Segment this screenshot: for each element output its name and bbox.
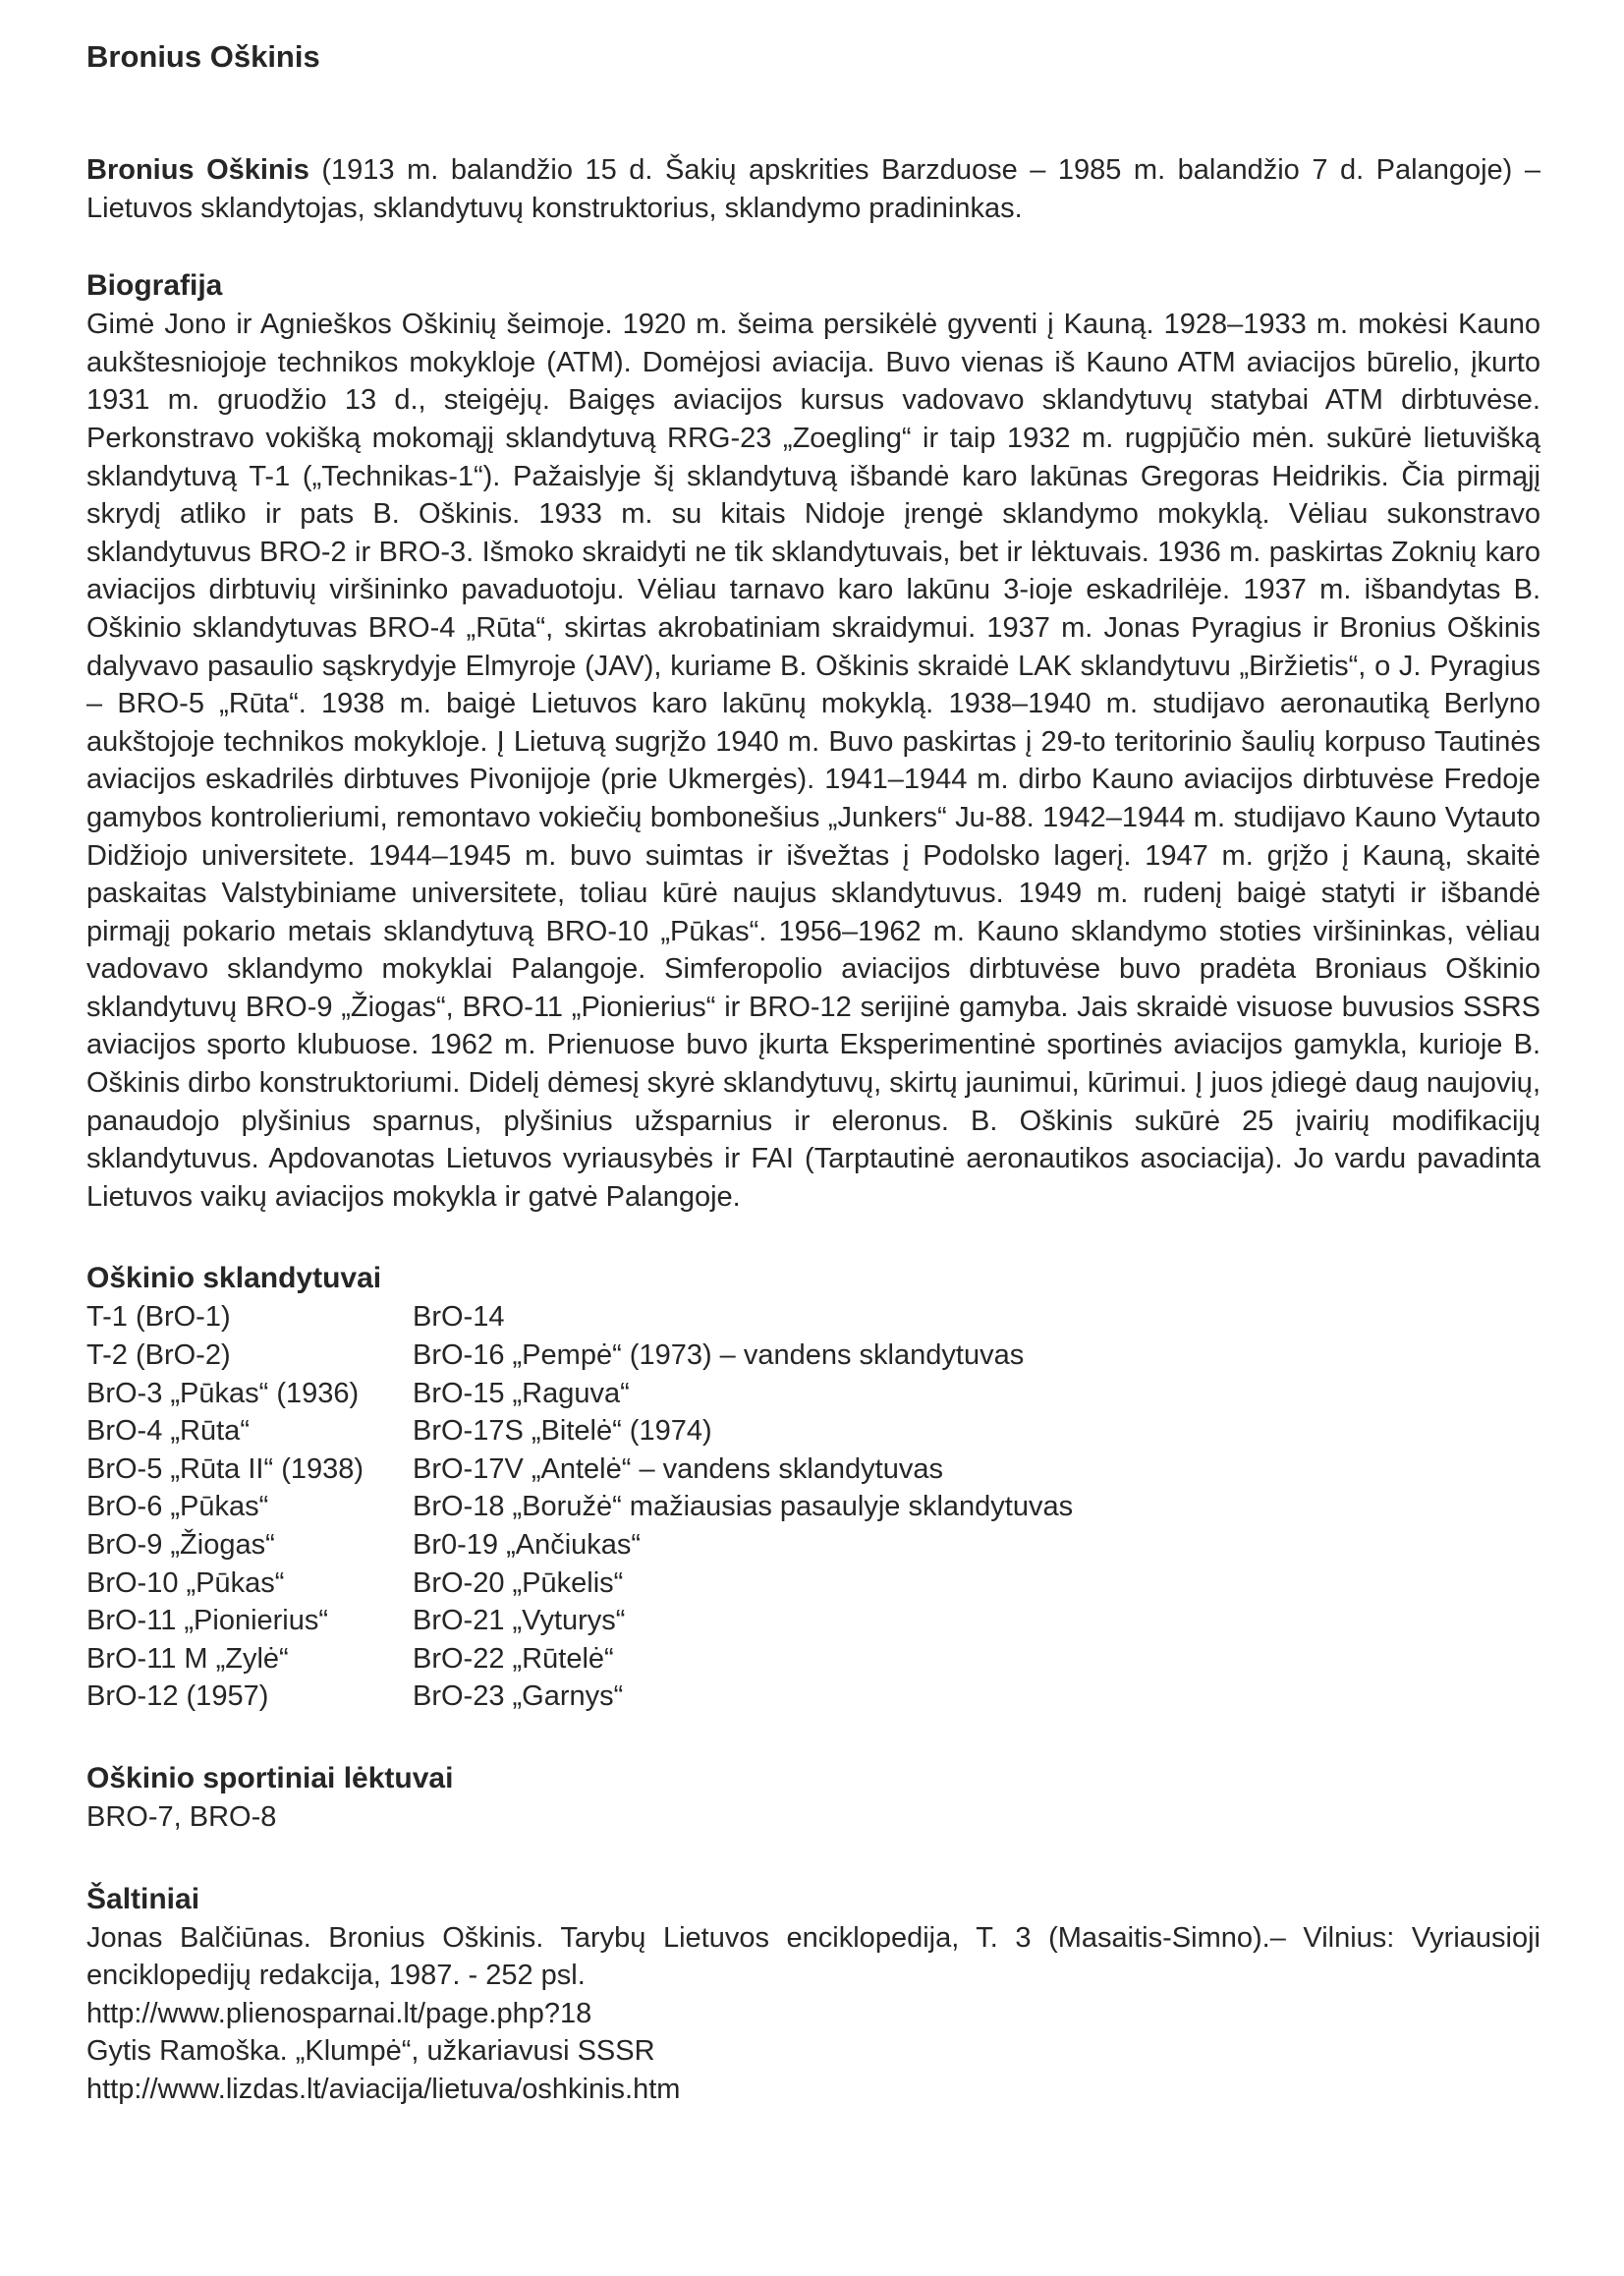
glider-left-item: BrO-9 „Žiogas“ xyxy=(86,1529,275,1561)
document-page xyxy=(86,37,1540,2109)
source-link[interactable]: http://www.plienosparnai.lt/page.php?18 xyxy=(86,1997,592,2029)
page-header-title: Bronius Oškinis xyxy=(86,39,320,74)
biography-heading: Biografija xyxy=(86,269,223,303)
sources-list xyxy=(86,1919,1540,2109)
glider-right-item: BrO-23 „Garnys“ xyxy=(413,1680,624,1713)
glider-right-item: BrO-16 „Pempė“ (1973) – vandens sklandytuvas xyxy=(413,1339,1025,1372)
glider-left-item: BrO-5 „Rūta II“ (1938) xyxy=(86,1452,364,1485)
biography-text: Gimė Jono ir Agnieškos Oškinių šeimoje. 1920 m. šeima persikėlė gyventi į Kauną. 1928–1933 m. mokėsi Kauno aukštesniojoje technikos mokykloje (ATM). Domėjosi aviacija. Buvo vienas iš Kauno ATM aviacijos būrelio, įkurto 1931 m. gruodžio 13 d., steigėjų. Baigęs aviacijos kursus vadovavo sklandytuvų statybai ATM dirbtuvėse. Perkonstravo vokišką mokomąjį sklandytuvą RRG-23 „Zoegling“ ir taip 1932 m. rugpjūčio mėn. sukūrė lietuvišką sklandytuvą T-1 („Technikas-1“). Pažaislyje šį sklandytuvą išbandė karo lakūnas Gregoras Heidrikis. Čia pirmąjį skrydį atliko ir pats B. Oškinis. 1933 m. su kitais Nidoje įrengė sklandymo mokyklą. Vėliau sukonstravo sklandytuvus BRO-2 ir BRO-3. Išmoko skraidyti ne tik sklandytuvais, bet ir lėktuvais. 1936 m. paskirtas Zoknių karo aviacijos dirbtuvių viršininko pavaduotoju. Vėliau tarnavo karo lakūnu 3-ioje eskadrilėje. 1937 m. išbandytas B. Oškinio sklandytuvas BRO-4 „Rūta“, skirtas akrobatiniam skraidymui. 1937 m. Jonas Pyragius ir Bronius Oškinis dalyvavo pasaulio sąskrydyje Elmyroje (JAV), kuriame B. Oškinis skraidė LAK sklandytuvu „Biržietis“, o J. Pyragius – BRO-5 „Rūta“. 1938 m. baigė Lietuvos karo lakūnų mokyklą. 1938–1940 m. studijavo aeronautiką Berlyno aukštojoje technikos mokykloje. Į Lietuvą sugrįžo 1940 m. Buvo paskirtas į 29-to teritorinio šaulių korpuso Tautinės aviacijos eskadrilės dirbtuves Pivonijoje (prie Ukmergės). 1941–1944 m. dirbo Kauno aviacijos dirbtuvėse Fredoje gamybos kontrolieriumi, remontavo vokiečių bombonešius „Junkers“ Ju-88. 1942–1944 m. studijavo Kauno Vytauto Didžiojo universitete. 1944–1945 m. buvo suimtas ir išvežtas į Podolsko lagerį. 1947 m. grįžo į Kauną, skaitė paskaitas Valstybiniame universitete, toliau kūrė naujus sklandytuvus. 1949 m. rudenį baigė statyti ir išbandė pirmąjį pokario metais sklandytuvą BRO-10 „Pūkas“. 1956–1962 m. Kauno sklandymo stoties viršininkas, vėliau vadovavo sklandymo mokyklai Palangoje. Simferopolio aviacijos dirbtuvėse buvo pradėta Broniaus Oškinio sklandytuvų BRO-9 „Žiogas“, BRO-11 „Pionierius“ ir BRO-12 serijinė gamyba. Jais skraidė visuose buvusios SSRS aviacijos sporto klubuose. 1962 m. Prienuose buvo įkurta Eksperimentinė sportinės aviacijos gamykla, kurioje B. Oškinis dirbo konstruktoriumi. Didelį dėmesį skyrė sklandytuvų, skirtų jaunimui, kūrimui. Į juos įdiegė daug naujovių, panaudojo plyšinius sparnus, plyšinius užsparnius ir eleronus. B. Oškinis sukūrė 25 įvairių modifikacijų sklandytuvus. Apdovanotas Lietuvos vyriausybės ir FAI (Tarptautinė aeronautikos asociacija). Jo vardu pavadinta Lietuvos vaikų aviacijos mokykla ir gatvė Palangoje. xyxy=(86,309,1540,1213)
glider-left-item: BrO-10 „Pūkas“ xyxy=(86,1566,285,1599)
glider-right-item: BrO-21 „Vyturys“ xyxy=(413,1605,626,1637)
glider-right-item: BrO-17V „Antelė“ – vandens sklandytuvas xyxy=(413,1452,943,1485)
source-item: Gytis Ramoška. „Klumpė“, užkariavusi SSSR xyxy=(86,2035,655,2068)
glider-right-item: BrO-17S „Bitelė“ (1974) xyxy=(413,1415,712,1448)
lead-text: (1913 m. balandžio 15 d. Šakių apskrities Barzduose – 1985 m. balandžio 7 d. Palangoje) – Lietuvos sklandytojas, sklandytuvų konstruktorius, sklandymo pradininkas. xyxy=(86,154,1540,224)
sport-planes-heading: Oškinio sportiniai lėktuvai xyxy=(86,1761,454,1794)
source-link[interactable]: http://www.lizdas.lt/aviacija/lietuva/oshkinis.htm xyxy=(86,2073,681,2105)
glider-right-item: Br0-19 „Ančiukas“ xyxy=(413,1529,642,1561)
lead-paragraph xyxy=(86,151,1540,227)
glider-left-item: BrO-4 „Rūta“ xyxy=(86,1415,250,1448)
glider-right-item: BrO-15 „Raguva“ xyxy=(413,1377,630,1409)
glider-right-item: BrO-18 „Boružė“ mažiausias pasaulyje sklandytuvas xyxy=(413,1491,1074,1523)
lead-name: Bronius Oškinis xyxy=(86,154,309,186)
glider-left-item: T-2 (BrO-2) xyxy=(86,1339,231,1372)
glider-left-item: T-1 (BrO-1) xyxy=(86,1301,231,1334)
glider-left-item: BrO-3 „Pūkas“ (1936) xyxy=(86,1377,360,1409)
glider-right-item: BrO-14 xyxy=(413,1301,505,1334)
glider-left-item: BrO-11 „Pionierius“ xyxy=(86,1605,329,1637)
sources-heading: Šaltiniai xyxy=(86,1882,200,1915)
glider-left-item: BrO-6 „Pūkas“ xyxy=(86,1491,269,1523)
glider-right-item: BrO-20 „Pūkelis“ xyxy=(413,1566,624,1599)
glider-right-item: BrO-22 „Rūtelė“ xyxy=(413,1642,614,1675)
glider-left-item: BrO-11 M „Zylė“ xyxy=(86,1642,289,1675)
glider-left-item: BrO-12 (1957) xyxy=(86,1680,269,1713)
gliders-list xyxy=(86,1298,1540,1716)
sport-planes-text: BRO-7, BRO-8 xyxy=(86,1800,277,1833)
gliders-heading: Oškinio sklandytuvai xyxy=(86,1262,382,1295)
source-item: Jonas Balčiūnas. Bronius Oškinis. Tarybų Lietuvos enciklopedija, T. 3 (Masaitis-Simno).– Vilnius: Vyriausioji enciklopedijų redakcija, 1987. - 252 psl. xyxy=(86,1921,1540,1992)
